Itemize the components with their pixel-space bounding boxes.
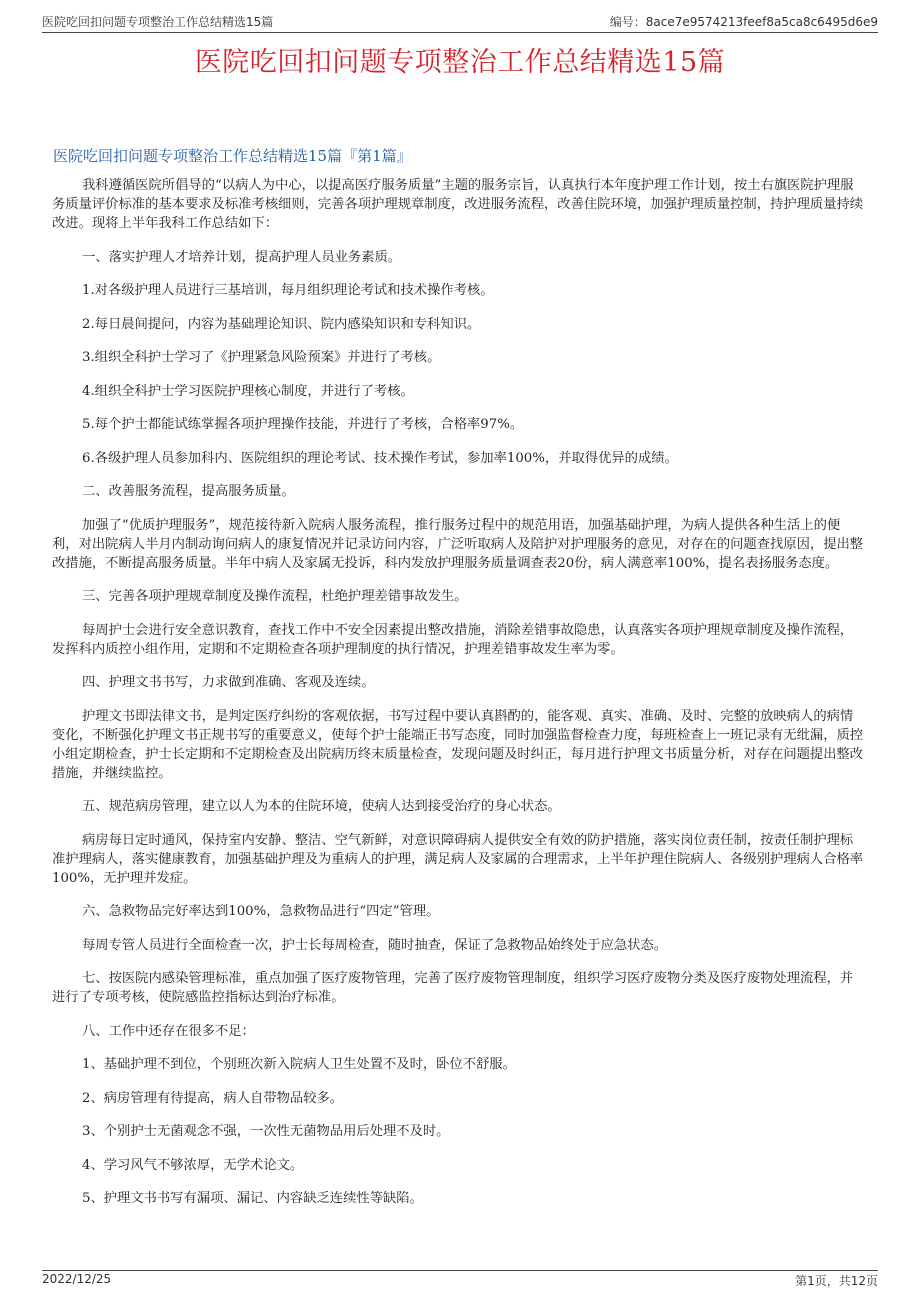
heading-1: 一、落实护理人才培养计划，提高护理人员业务素质。 xyxy=(82,249,402,265)
paragraph: 病房每日定时通风，保持室内安静、整洁、空气新鲜，对意识障碍病人提供安全有效的防护措施，落实岗位责任制，按责任制护理标准护理病人，落实健康教育，加强基础护理及为重病人的护理，满足病人及家属的合理需求，上半年护理住院病人、各级别护理病人合格率100%，无护理并发症。 xyxy=(52,832,864,886)
paragraph: 加强了“优质护理服务”，规范接待新入院病人服务流程，推行服务过程中的规范用语，加强基础护理，为病人提供各种生活上的便利，对出院病人半月内制动询问病人的康复情况并记录访问内容，广泛听取病人及陪护对护理服务的意见，对存在的问题查找原因，提出整改措施，不断提高服务质量。半年中病人及家属无投诉，科内发放护理服务质量调查表20份，病人满意率100%，提名表扬服务态度。 xyxy=(52,517,864,571)
heading-3: 三、完善各项护理规章制度及操作流程，杜绝护理差错事故发生。 xyxy=(82,589,468,604)
section-subtitle: 医院吃回扣问题专项整治工作总结精选15篇『第1篇』 xyxy=(53,147,412,165)
heading-5: 五、规范病房管理，建立以人为本的住院环境，使病人达到接受治疗的身心状态。 xyxy=(82,799,561,814)
page-footer xyxy=(42,1270,878,1290)
header-doc-number: 编号：8ace7e9574213feef8a5ca8c6495d6e9 xyxy=(609,15,878,29)
heading-8: 八、工作中还存在很多不足： xyxy=(82,1023,255,1039)
list-item: 1.对各级护理人员进行三基培训，每月组织理论考试和技术操作考核。 xyxy=(82,283,494,298)
list-item: 4、学习风气不够浓厚，无学术论文。 xyxy=(82,1157,304,1173)
paragraph: 每周专管人员进行全面检查一次，护士长每周检查，随时抽查，保证了急救物品始终处于应急状态。 xyxy=(82,937,668,953)
footer-date: 2022/12/25 xyxy=(42,1272,112,1286)
heading-6: 六、急救物品完好率达到100%，急救物品进行“四定”管理。 xyxy=(82,904,440,919)
list-item: 4.组织全科护士学习医院护理核心制度，并进行了考核。 xyxy=(82,383,414,399)
page-header xyxy=(42,10,878,33)
heading-2: 二、改善服务流程，提高服务质量。 xyxy=(82,484,295,499)
list-item: 3、个别护士无菌观念不强，一次性无菌物品用后处理不及时。 xyxy=(82,1124,450,1139)
list-item: 6.各级护理人员参加科内、医院组织的理论考试、技术操作考试，参加率100%，并取得优异的成绩。 xyxy=(82,450,678,466)
heading-4: 四、护理文书书写，力求做到准确、客观及连续。 xyxy=(82,675,375,690)
paragraph: 护理文书即法律文书，是判定医疗纠纷的客观依据，书写过程中要认真斟酌的，能客观、真实、准确、及时、完整的放映病人的病情变化，不断强化护理文书正规书写的重要意义，使每个护士能端正书写态度，同时加强监督检查力度，每班检查上一班记录有无纰漏，质控小组定期检查，护士长定期和不定期检查及出院病历终末质量检查，发现问题及时纠正，每月进行护理文书质量分析，对存在问题提出整改措施，并继续监控。 xyxy=(52,708,864,781)
list-item: 2、病房管理有待提高，病人自带物品较多。 xyxy=(82,1090,344,1106)
list-item: 2.每日晨间提问，内容为基础理论知识、院内感染知识和专科知识。 xyxy=(82,316,481,332)
paragraph-intro: 我科遵循医院所倡导的“以病人为中心，以提高医疗服务质量”主题的服务宗旨，认真执行本年度护理工作计划，按土右旗医院护理服务质量评价标准的基本要求及标准考核细则，完善各项护理规章制度，改进服务流程，改善住院环境，加强护理质量控制，持护理质量持续改进。现将上半年我科工作总结如下： xyxy=(52,178,864,231)
list-item: 5.每个护士都能试练掌握各项护理操作技能，并进行了考核，合格率97%。 xyxy=(82,417,524,432)
paragraph: 每周护士会进行安全意识教育，查找工作中不安全因素提出整改措施，消除差错事故隐患，认真落实各项护理规章制度及操作流程，发挥科内质控小组作用，定期和不定期检查各项护理制度的执行情况，护理差错事故发生率为零。 xyxy=(52,622,854,657)
document-body xyxy=(52,176,866,1223)
header-doc-title: 医院吃回扣问题专项整治工作总结精选15篇 xyxy=(42,15,274,29)
heading-7: 七、按医院内感染管理标准，重点加强了医疗废物管理，完善了医疗废物管理制度，组织学习医疗废物分类及医疗废物处理流程，并进行了专项考核，使院感监控指标达到治疗标准。 xyxy=(52,971,854,1005)
footer-page-number: 第1页，共12页 xyxy=(795,1274,878,1288)
list-item: 1、基础护理不到位，个别班次新入院病人卫生处置不及时，卧位不舒服。 xyxy=(82,1057,516,1072)
document-title: 医院吃回扣问题专项整治工作总结精选15篇 xyxy=(194,47,726,78)
list-item: 3.组织全科护士学习了《护理紧急风险预案》并进行了考核。 xyxy=(82,350,441,365)
list-item: 5、护理文书书写有漏项、漏记、内容缺乏连续性等缺陷。 xyxy=(82,1191,423,1206)
